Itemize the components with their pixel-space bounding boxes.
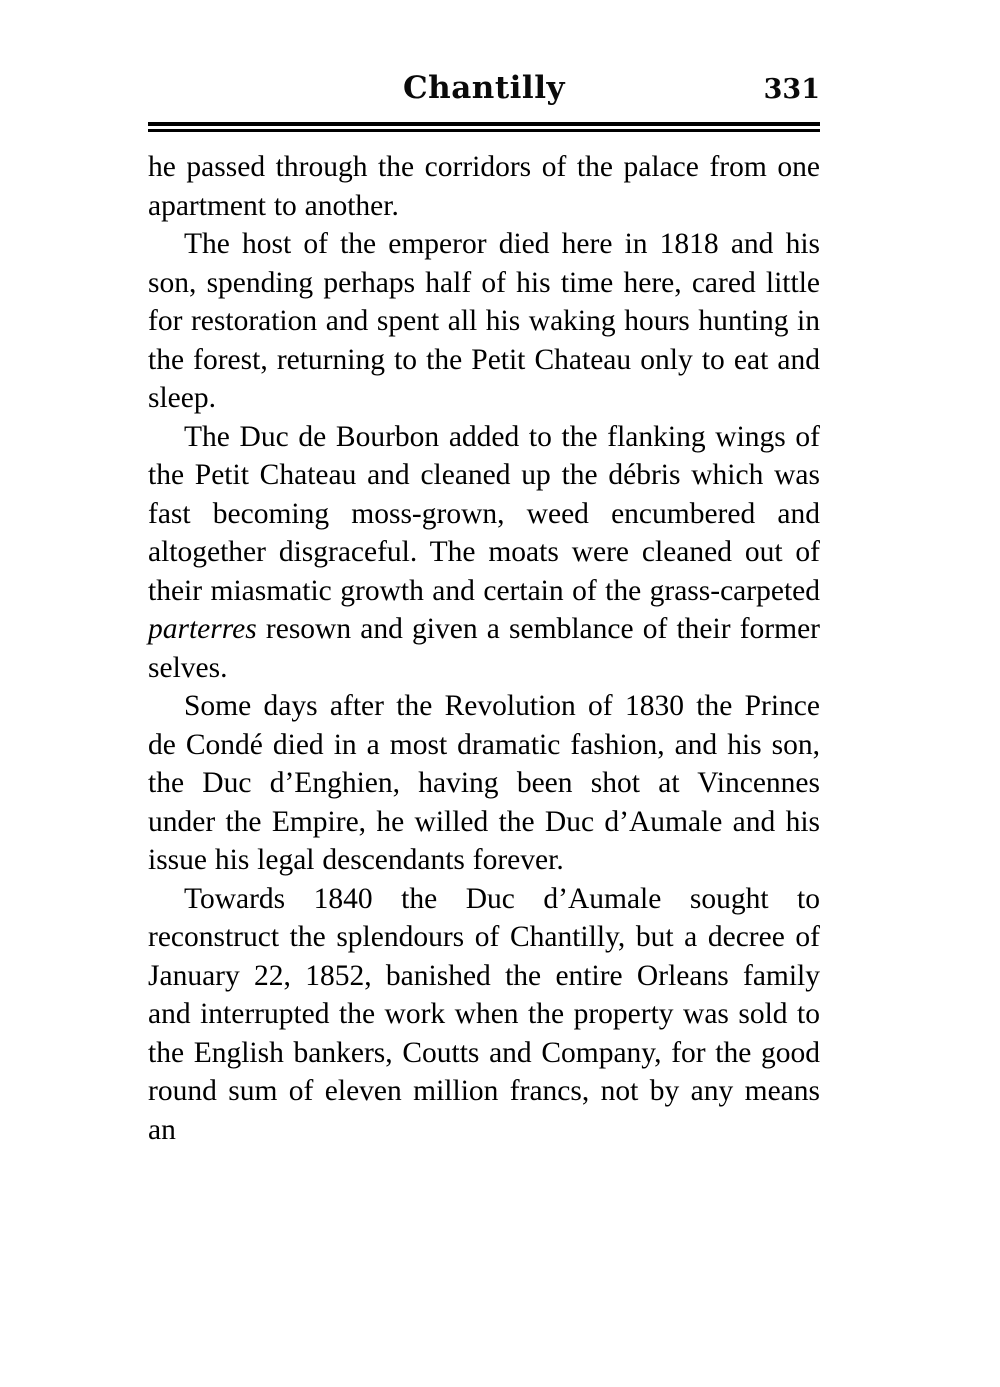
page-content: [148, 70, 820, 1149]
paragraph: he passed through the corridors of the palace from one apartment to another.: [148, 151, 820, 222]
page-title: Chantilly: [403, 70, 565, 106]
header-rule: [148, 122, 820, 132]
paragraph: The Duc de Bourbon added to the flanking wings of the Petit Chateau and cleaned up the débris which was fast becoming moss-grown, weed encumbered and altogether disgraceful. The moats were cleaned out of their miasmatic growth and certain of the grass-carpeted parterres resown and given a semblance of their former selves.: [148, 420, 820, 684]
rule-thin: [148, 129, 820, 132]
paragraph: Some days after the Revolution of 1830 the Prince de Condé died in a most dramatic fashion, and his son, the Duc d’Enghien, having been shot at Vincennes under the Empire, he willed the Duc d’Aumale and his issue his legal descendants forever.: [148, 690, 820, 876]
page-number: 331: [763, 74, 820, 105]
paragraph: The host of the emperor died here in 1818 and his son, spending perhaps half of his time here, cared little for restoration and spent all his waking hours hunting in the forest, returning to the Petit Chateau only to eat and sleep.: [148, 228, 820, 414]
body-text: [148, 148, 820, 1149]
running-head: [148, 70, 820, 116]
paragraph: Towards 1840 the Duc d’Aumale sought to reconstruct the splendours of Chantilly, but a decree of January 22, 1852, banished the entire Orleans family and interrupted the work when the property was sold to the English bankers, Coutts and Company, for the good round sum of eleven million francs, not by any means an: [148, 882, 820, 1146]
